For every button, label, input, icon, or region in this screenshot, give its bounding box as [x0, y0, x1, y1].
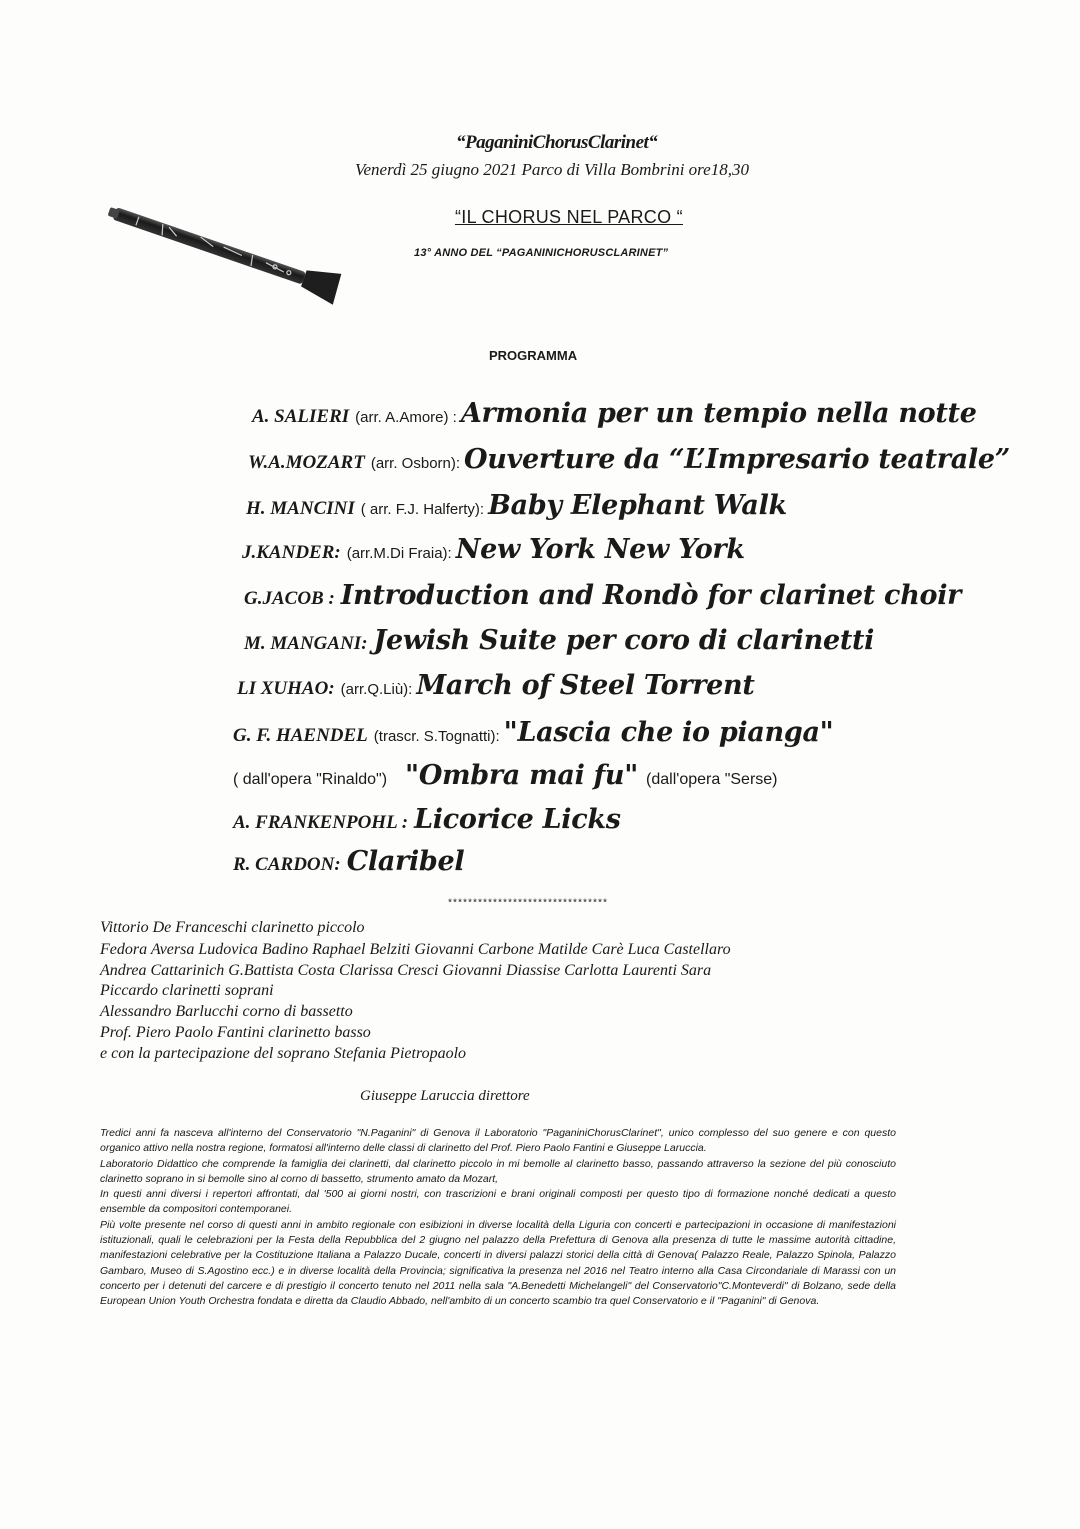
composer: H. MANCINI — [246, 498, 355, 519]
piece-title: Ouverture da “L’Impresario teatrale” — [464, 444, 1010, 475]
arranger: (arr.Q.Liù): — [340, 681, 413, 698]
arranger: ( arr. F.J. Halferty): — [360, 501, 485, 518]
performer-line: Andrea Cattarinich G.Battista Costa Clarissa Cresci Giovanni Diassise Carlotta Laurenti Sara — [100, 962, 712, 979]
composer: G. F. HAENDEL — [233, 725, 368, 746]
arranger: (arr. Osborn): — [370, 455, 461, 472]
arranger: (arr.M.Di Fraia): — [346, 545, 452, 562]
composer: A. FRANKENPOHL : — [233, 812, 409, 833]
composer: G.JACOB : — [244, 588, 335, 609]
bio-paragraph: Tredici anni fa nasceva all'interno del Conservatorio "N.Paganini" di Genova il Laboratorio "PaganiniChorusClarinet", unico complesso del suo genere e con questo organico attivo nella nostra regione, formatosi all'interno delle classi di clarinetto del Prof. Piero Paolo Fantini e Giuseppe Laruccia. — [100, 1127, 896, 1155]
bio-paragraph: Più volte presente nel corso di questi anni in ambito regionale con esibizioni in diverse località della Liguria con concerti e partecipazioni in occasione di manifestazioni istituzionali, quali le celebrazioni per la Festa della Repubblica del 2 giugno nel palazzo della Prefettura di Genova alla presenza di tutte le massime autorità cittadine, manifestazioni celebrative per la Costituzione Italiana a Palazzo Ducale, concerti in diversi palazzi storici della città di Genova( Palazzo Reale, Palazzo Spinola, Palazzo Gambaro, Museo di S.Agostino ecc.) e in diverse località della Provincia; significativa la presenza nel 2016 nel Teatro interno alla Casa Circondariale di Marassi con un concerto per i detenuti del carcere e di prestigio il concerto tenuto nel 2011 nella sala "A.Benedetti Michelangeli" del Conservatorio"C.Monteverdi" di Bolzano, sede della European Union Youth Orchestra fondata e diretta da Claudio Abbado, nell'ambito di un concerto scambio tra quel Conservatorio e il "Paganini" di Genova. — [100, 1218, 896, 1308]
composer: LI XUHAO: — [237, 678, 335, 699]
piece-title: Armonia per un tempio nella notte — [460, 398, 977, 429]
piece-title: Baby Elephant Walk — [488, 490, 787, 521]
program-item — [246, 490, 787, 521]
piece-title: "Lascia che io pianga" — [503, 717, 834, 748]
program-item — [244, 580, 961, 611]
piece-title: Licorice Licks — [414, 804, 621, 835]
performer-line: Vittorio De Franceschi clarinetto piccolo — [100, 919, 365, 936]
clarinet-image — [108, 196, 358, 336]
program-item — [233, 717, 833, 748]
composer: A. SALIERI — [252, 406, 350, 427]
composer: M. MANGANI: — [244, 633, 368, 654]
program-item — [237, 670, 755, 701]
program-item — [248, 444, 1010, 475]
arranger: (trascr. S.Tognatti): — [373, 728, 500, 745]
concert-date-venue: Venerdì 25 giugno 2021 Parco di Villa Bombrini ore18,30 — [355, 160, 749, 179]
event-name: “IL CHORUS NEL PARCO “ — [455, 207, 683, 227]
separator: ******************************** — [447, 899, 608, 910]
piece-title: Introduction and Rondò for clarinet choir — [340, 580, 962, 611]
composer: W.A.MOZART — [248, 452, 365, 473]
piece-title: Jewish Suite per coro di clarinetti — [373, 625, 875, 656]
program-item — [244, 625, 874, 656]
arranger: (arr. A.Amore) : — [355, 409, 457, 426]
bio-paragraph: In questi anni diversi i repertori affrontati, dal '500 ai giorni nostri, con trascrizioni e brani originali composti per questo tipo di formazione nonché dedicati a questo ensemble da compositori contemporanei. — [100, 1188, 896, 1216]
program-item — [252, 398, 977, 429]
performer-line: Fedora Aversa Ludovica Badino Raphael Belziti Giovanni Carbone Matilde Carè Luca Castellaro — [100, 941, 731, 958]
director-line: Giuseppe Laruccia direttore — [360, 1088, 530, 1104]
performer-line: Piccardo clarinetti soprani — [100, 982, 274, 999]
opera-note: (dall'opera "Serse) — [646, 771, 778, 788]
concert-title: “PaganiniChorusClarinet“ — [456, 132, 658, 153]
piece-title: Claribel — [346, 846, 465, 877]
performer-line: Prof. Piero Paolo Fantini clarinetto basso — [100, 1024, 371, 1041]
program-item — [242, 534, 745, 565]
piece-title: March of Steel Torrent — [416, 670, 755, 701]
performer-line: Alessandro Barlucchi corno di bassetto — [100, 1003, 353, 1020]
performer-line: e con la partecipazione del soprano Stefania Pietropaolo — [100, 1045, 467, 1062]
program-item — [233, 760, 778, 791]
piece-title: New York New York — [455, 534, 745, 565]
program-item — [233, 804, 621, 835]
bio-paragraph: Laboratorio Didattico che comprende la famiglia dei clarinetti, dal clarinetto piccolo in mi bemolle al clarinetto basso, passando attraverso la sezione del più conosciuto clarinetto soprano in si bemolle sino al corno di bassetto, strumento amato da Mozart, — [100, 1157, 896, 1185]
composer: R. CARDON: — [233, 854, 341, 875]
ensemble-biography — [100, 1126, 896, 1310]
program-item — [233, 846, 464, 877]
piece-title: "Ombra mai fu" — [405, 760, 639, 791]
anniversary-line: 13° ANNO DEL “PAGANINICHORUSCLARINET” — [414, 247, 669, 259]
program-heading: PROGRAMMA — [489, 348, 578, 363]
opera-note: ( dall'opera "Rinaldo") — [233, 771, 388, 788]
composer: J.KANDER: — [242, 542, 341, 563]
